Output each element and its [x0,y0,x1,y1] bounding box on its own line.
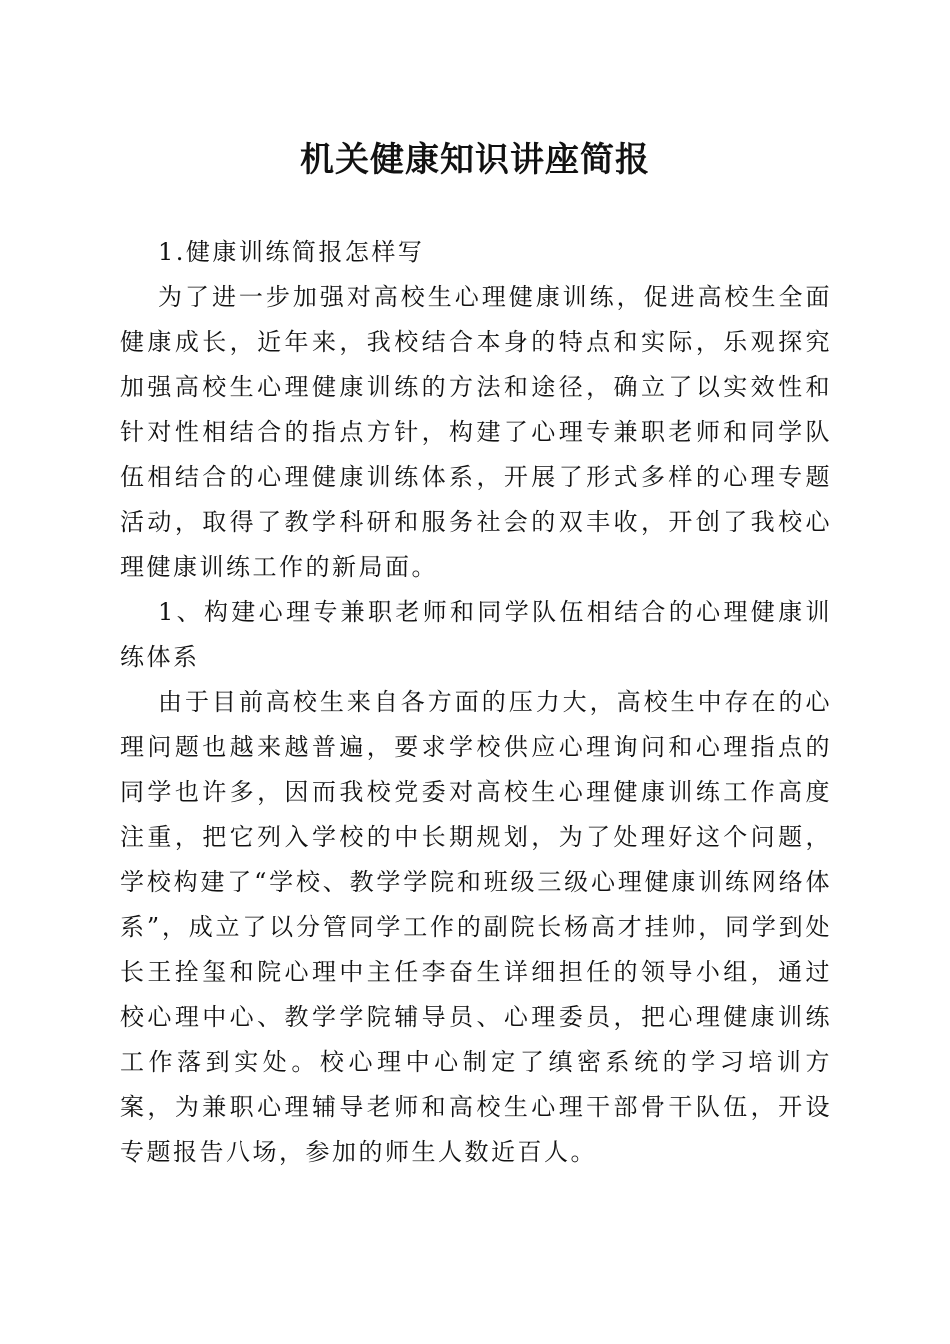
section-heading: 1.健康训练简报怎样写 [158,238,425,266]
section-heading: 1、构建心理专兼职老师和同学队伍相结合的心理健康训练体系 [120,598,832,671]
paragraph-intro: 为了进一步加强对高校生心理健康训练，促进高校生全面健康成长，近年来，我校结合本身的特点和实际，乐观探究加强高校生心理健康训练的方法和途径，确立了以实效性和针对性相结合的指点方针，构建了心理专兼职老师和同学队伍相结合的心理健康训练体系，开展了形式多样的心理专题活动，取得了教学科研和服务社会的双丰收，开创了我校心理健康训练工作的新局面。 [120,283,832,581]
document-title: 机关健康知识讲座简报 [300,140,650,180]
document-body [120,230,832,1175]
paragraph-body: 由于目前高校生来自各方面的压力大，高校生中存在的心理问题也越来越普遍，要求学校供应心理询问和心理指点的同学也许多，因而我校党委对高校生心理健康训练工作高度注重，把它列入学校的中长期规划，为了处理好这个问题，学校构建了“学校、教学学院和班级三级心理健康训练网络体系”，成立了以分管同学工作的副院长杨高才挂帅，同学到处长王拴玺和院心理中主任李奋生详细担任的领导小组，通过校心理中心、教学学院辅导员、心理委员，把心理健康训练工作落到实处。校心理中心制定了缜密系统的学习培训方案，为兼职心理辅导老师和高校生心理干部骨干队伍，开设专题报告八场，参加的师生人数近百人。 [120,688,832,1166]
